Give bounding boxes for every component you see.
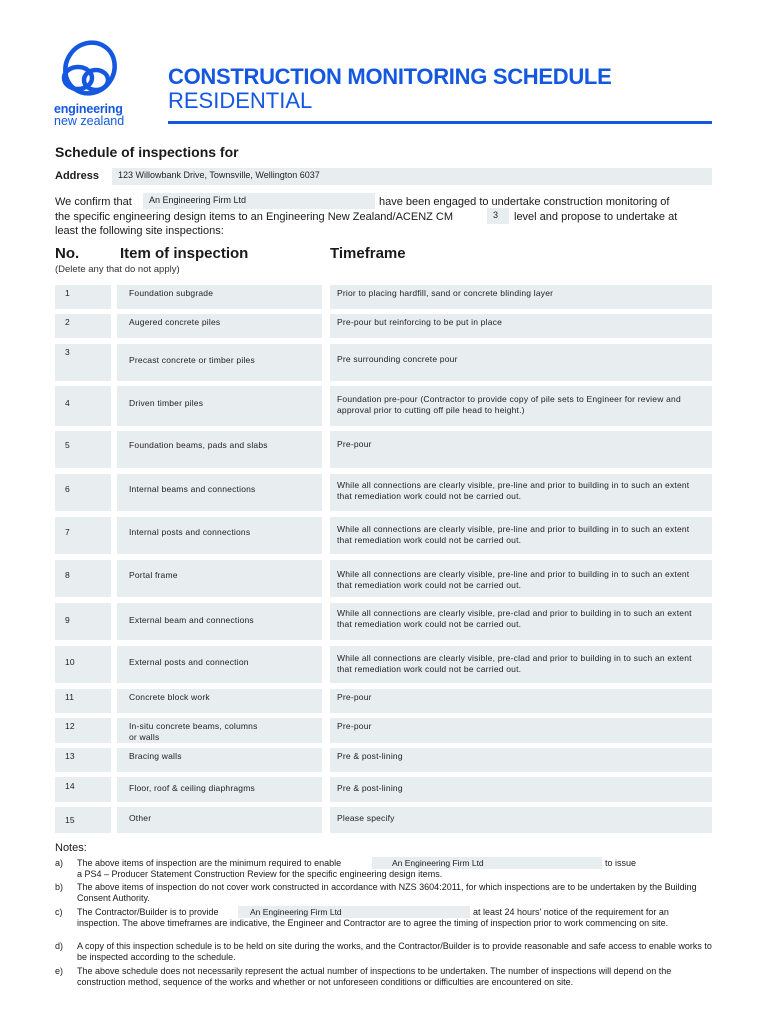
row-7-number[interactable]: 7 bbox=[55, 517, 111, 554]
confirm-text-4: level and propose to undertake at bbox=[514, 210, 678, 223]
note-c-text-3: inspection. The above timeframes are indicative, the Engineer and Contractor are to agree the timing of inspection prior to work commencing on site. bbox=[77, 917, 669, 928]
row-14-timeframe[interactable]: Pre & post-lining bbox=[330, 777, 712, 802]
note-c-text-2: at least 24 hours' notice of the requirement for an bbox=[473, 907, 669, 917]
column-header-timeframe: Timeframe bbox=[330, 245, 406, 262]
schedule-heading: Schedule of inspections for bbox=[55, 144, 239, 160]
row-7-item[interactable]: Internal posts and connections bbox=[117, 517, 322, 554]
engineering-nz-logo bbox=[52, 38, 142, 128]
note-e-text: The above schedule does not necessarily represent the actual number of inspections to be undertaken. The number of inspections will depend on the construction method, sequence of the works and whether or not unforeseen conditions or difficulties are encountered on site. bbox=[77, 966, 672, 987]
row-12-item[interactable]: In-situ concrete beams, columns or walls bbox=[117, 718, 322, 743]
row-10-number[interactable]: 10 bbox=[55, 646, 111, 683]
confirm-text-1: We confirm that bbox=[55, 196, 132, 208]
row-15-item[interactable]: Other bbox=[117, 807, 322, 833]
row-8-timeframe[interactable]: While all connections are clearly visible, pre-line and prior to building in to such an extent that remediation work could not be carried out. bbox=[330, 560, 712, 597]
row-2-item[interactable]: Augered concrete piles bbox=[117, 314, 322, 338]
note-a bbox=[55, 858, 715, 880]
row-6-item[interactable]: Internal beams and connections bbox=[117, 474, 322, 511]
row-9-number[interactable]: 9 bbox=[55, 603, 111, 640]
row-13-number[interactable]: 13 bbox=[55, 748, 111, 772]
cm-level-field[interactable]: 3 bbox=[487, 208, 509, 224]
note-e-label: e) bbox=[55, 966, 64, 976]
row-5-number[interactable]: 5 bbox=[55, 431, 111, 468]
row-15-timeframe[interactable]: Please specify bbox=[330, 807, 712, 833]
row-8-number[interactable]: 8 bbox=[55, 560, 111, 597]
engineering-firm-field[interactable]: An Engineering Firm Ltd bbox=[143, 193, 375, 209]
row-9-item[interactable]: External beam and connections bbox=[117, 603, 322, 640]
note-b-label: b) bbox=[55, 882, 64, 892]
notes-title: Notes: bbox=[55, 842, 87, 854]
row-14-item[interactable]: Floor, roof & ceiling diaphragms bbox=[117, 777, 322, 802]
row-13-item[interactable]: Bracing walls bbox=[117, 748, 322, 772]
row-1-timeframe[interactable]: Prior to placing hardfill, sand or concrete blinding layer bbox=[330, 285, 712, 309]
row-13-timeframe[interactable]: Pre & post-lining bbox=[330, 748, 712, 772]
note-a-label: a) bbox=[55, 858, 64, 868]
address-field[interactable]: 123 Willowbank Drive, Townsville, Wellington 6037 bbox=[112, 168, 712, 185]
row-2-number[interactable]: 2 bbox=[55, 314, 111, 338]
row-11-item[interactable]: Concrete block work bbox=[117, 689, 322, 713]
column-header-no: No. bbox=[55, 245, 80, 262]
confirm-text-2: have been engaged to undertake construction monitoring of bbox=[379, 196, 670, 208]
title-divider bbox=[168, 121, 712, 124]
confirm-text-5: least the following site inspections: bbox=[55, 225, 224, 237]
row-11-number[interactable]: 11 bbox=[55, 689, 111, 713]
row-7-timeframe[interactable]: While all connections are clearly visible, pre-line and prior to building in to such an extent that remediation work could not be carried out. bbox=[330, 517, 712, 554]
note-a-text-2: to issue bbox=[605, 858, 637, 868]
row-1-item[interactable]: Foundation subgrade bbox=[117, 285, 322, 309]
row-8-item[interactable]: Portal frame bbox=[117, 560, 322, 597]
row-12-timeframe[interactable]: Pre-pour bbox=[330, 718, 712, 743]
note-e bbox=[55, 966, 715, 988]
row-4-timeframe[interactable]: Foundation pre-pour (Contractor to provide copy of pile sets to Engineer for review and approval prior to cutting off pile head to height.) bbox=[330, 386, 712, 426]
row-3-timeframe[interactable]: Pre surrounding concrete pour bbox=[330, 344, 712, 381]
delete-instruction: (Delete any that do not apply) bbox=[55, 264, 180, 275]
confirm-text-3: the specific engineering design items to an Engineering New Zealand/ACENZ CM bbox=[55, 210, 454, 223]
row-11-timeframe[interactable]: Pre-pour bbox=[330, 689, 712, 713]
row-10-timeframe[interactable]: While all connections are clearly visible, pre-clad and prior to building in to such an extent that remediation work could not be carried out. bbox=[330, 646, 712, 683]
address-label: Address bbox=[55, 170, 100, 182]
row-6-number[interactable]: 6 bbox=[55, 474, 111, 511]
note-c-text-1: The Contractor/Builder is to provide bbox=[77, 907, 219, 917]
row-12-number[interactable]: 12 bbox=[55, 718, 111, 743]
note-b bbox=[55, 882, 715, 904]
row-4-item[interactable]: Driven timber piles bbox=[117, 386, 322, 426]
row-14-number[interactable]: 14 bbox=[55, 777, 111, 802]
row-1-number[interactable]: 1 bbox=[55, 285, 111, 309]
note-a-text-1: The above items of inspection are the minimum required to enable bbox=[77, 858, 342, 868]
logo-text-engineering: engineering bbox=[54, 102, 123, 116]
note-d bbox=[55, 941, 715, 963]
row-9-timeframe[interactable]: While all connections are clearly visible, pre-clad and prior to building in to such an extent that remediation work could not be carried out. bbox=[330, 603, 712, 640]
row-5-item[interactable]: Foundation beams, pads and slabs bbox=[117, 431, 322, 468]
page-subtitle: RESIDENTIAL bbox=[168, 88, 313, 113]
row-6-timeframe[interactable]: While all connections are clearly visible, pre-line and prior to building in to such an extent that remediation work could not be carried out. bbox=[330, 474, 712, 511]
row-3-item[interactable]: Precast concrete or timber piles bbox=[117, 344, 322, 381]
logo-text-new-zealand: new zealand bbox=[54, 114, 125, 128]
row-2-timeframe[interactable]: Pre-pour but reinforcing to be put in place bbox=[330, 314, 712, 338]
page-title: CONSTRUCTION MONITORING SCHEDULE bbox=[168, 64, 612, 89]
note-c bbox=[55, 907, 715, 939]
row-3-number[interactable]: 3 bbox=[55, 344, 111, 381]
row-15-number[interactable]: 15 bbox=[55, 807, 111, 833]
note-d-label: d) bbox=[55, 941, 64, 951]
row-10-item[interactable]: External posts and connection bbox=[117, 646, 322, 683]
note-d-text: A copy of this inspection schedule is to be held on site during the works, and the Contractor/Builder is to provide reasonable and safe access to enable works to be inspected according to the schedule. bbox=[77, 941, 712, 962]
note-a-firm-field[interactable]: An Engineering Firm Ltd bbox=[372, 857, 602, 869]
note-b-text: The above items of inspection do not cover work constructed in accordance with NZS 3604:2011, for which inspections are to be undertaken by the Building Consent Authority. bbox=[77, 882, 697, 903]
note-c-firm-field[interactable]: An Engineering Firm Ltd bbox=[238, 906, 470, 918]
note-c-label: c) bbox=[55, 907, 63, 917]
logo-rings-icon bbox=[52, 38, 142, 104]
note-a-text-3: a PS4 – Producer Statement Construction Review for the specific engineering design items. bbox=[77, 868, 443, 879]
row-5-timeframe[interactable]: Pre-pour bbox=[330, 431, 712, 468]
row-4-number[interactable]: 4 bbox=[55, 386, 111, 426]
column-header-item: Item of inspection bbox=[120, 245, 249, 262]
